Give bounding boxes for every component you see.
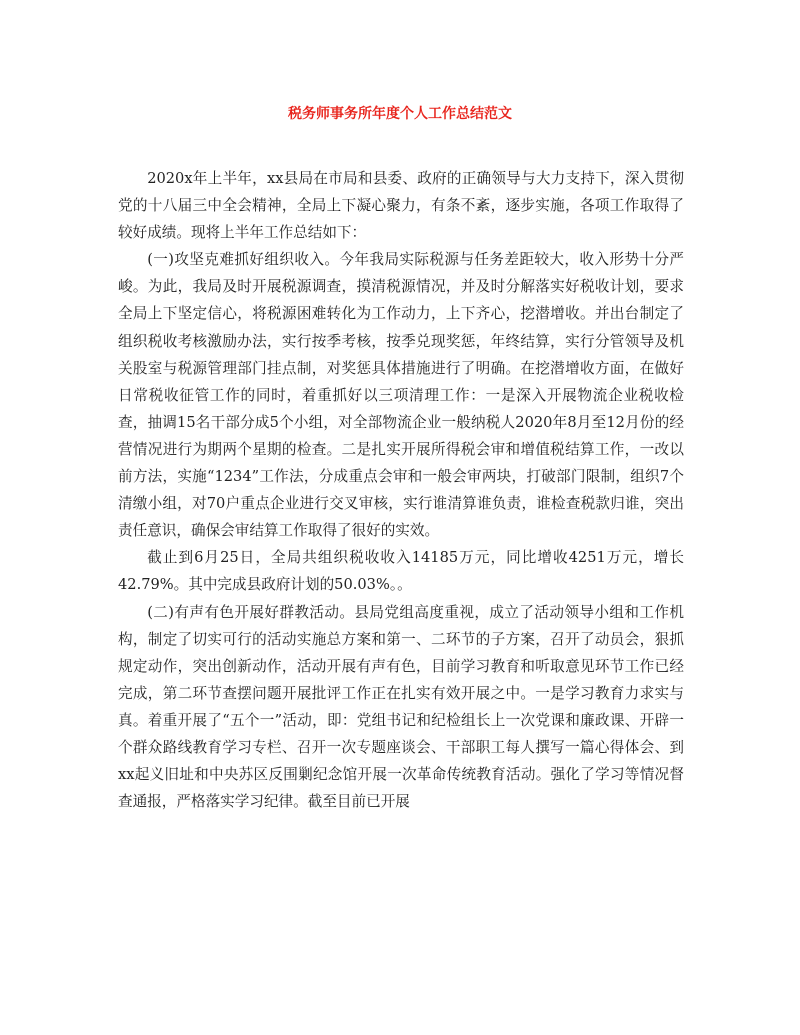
paragraph-intro: 2020x年上半年，xx县局在市局和县委、政府的正确领导与大力支持下，深入贯彻党的十八届三中全会精神，全局上下凝心聚力，有条不紊，逐步实施，各项工作取得了较好成绩。现将上半年工作总结如下： [118, 170, 684, 242]
paragraph-revenue-summary: 截止到6月25日，全局共组织税收收入14185万元，同比增收4251万元，增长42.79%。其中完成县政府计划的50.03%。。 [118, 549, 684, 594]
paragraph-section-1: (一)攻坚克难抓好组织收入。今年我局实际税源与任务差距较大，收入形势十分严峻。为此，我局及时开展税源调查，摸清税源情况，并及时分解落实好税收计划，要求全局上下坚定信心，将税源困难转化为工作动力，上下齐心，挖潜增收。并出台制定了组织税收考核激励办法，实行按季考核，按季兑现奖惩，年终结算，实行分管领导及机关股室与税源管理部门挂点制，对奖惩具体措施进行了明确。在挖潜增收方面，在做好日常税收征管工作的同时，着重抓好以三项清理工作：一是深入开展物流企业税收检查，抽调15名干部分成5个小组，对全部物流企业一般纳税人2020年8月至12月份的经营情况进行为期两个星期的检查。二是扎实开展所得税会审和增值税结算工作，一改以前方法，实施“1234”工作法，分成重点会审和一般会审两块，打破部门限制，组织7个清缴小组，对70户重点企业进行交叉审核，实行谁清算谁负责，谁检查税款归谁，突出责任意识，确保会审结算工作取得了很好的实效。 [118, 251, 684, 540]
document-body [118, 165, 684, 815]
document-title: 税务师事务所年度个人工作总结范文 [288, 106, 512, 122]
paragraph-section-2: (二)有声有色开展好群教活动。县局党组高度重视，成立了活动领导小组和工作机构，制定了切实可行的活动实施总方案和第一、二环节的子方案，召开了动员会，狠抓规定动作，突出创新动作，活动开展有声有色，目前学习教育和听取意见环节工作已经完成，第二环节查摆问题开展批评工作正在扎实有效开展之中。一是学习教育力求实与真。着重开展了“五个一”活动，即：党组书记和纪检组长上一次党课和廉政课、开辟一个群众路线教育学习专栏、召开一次专题座谈会、干部职工每人撰写一篇心得体会、到xx起义旧址和中央苏区反围剿纪念馆开展一次革命传统教育活动。强化了学习等情况督查通报，严格落实学习纪律。截至目前已开展 [118, 603, 684, 811]
